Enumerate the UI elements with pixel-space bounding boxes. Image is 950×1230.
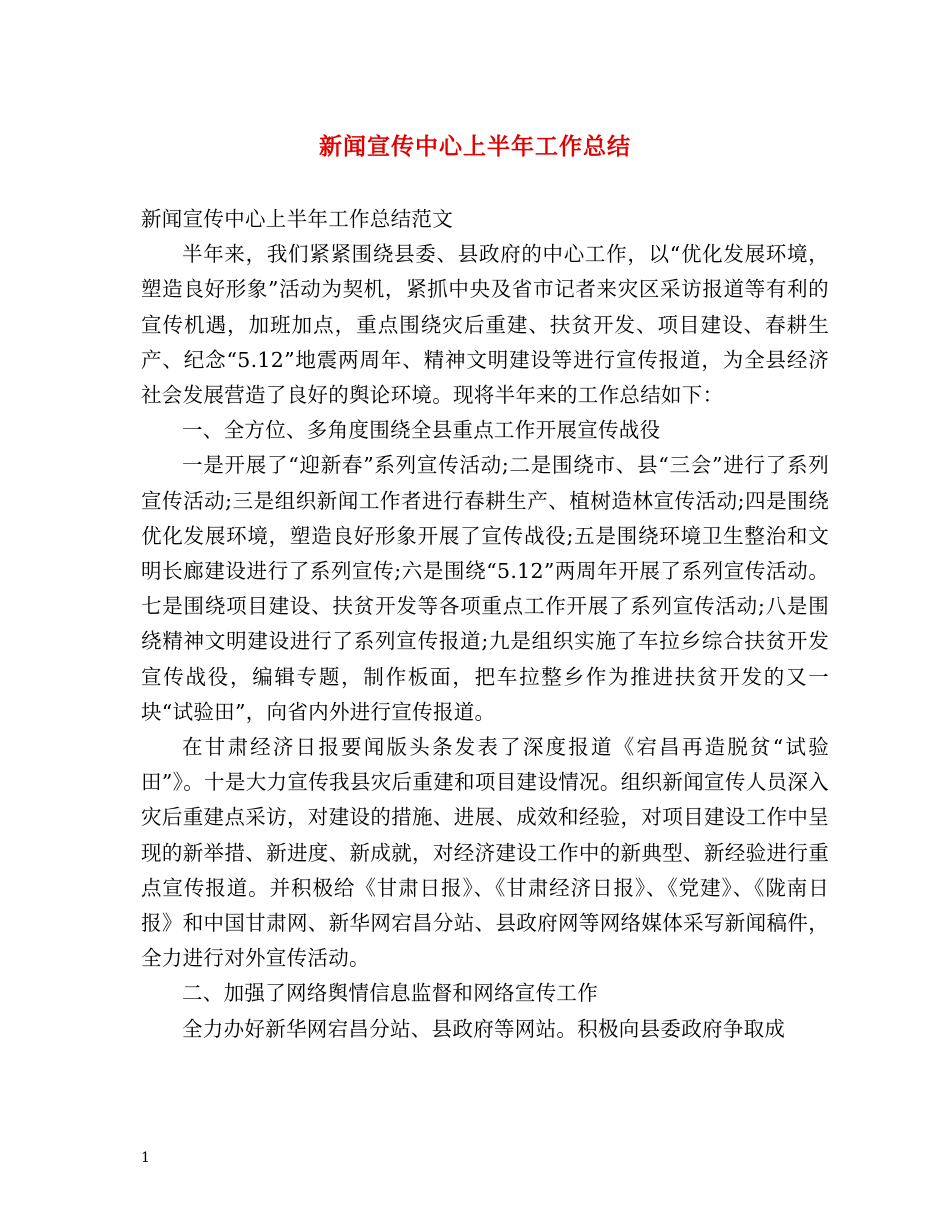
page-number: 1: [141, 1150, 150, 1166]
section-heading-1: 一、全方位、多角度围绕全县重点工作开展宣传战役: [182, 418, 661, 443]
paragraph-section-1-list: 一是开展了“迎新春”系列宣传活动;二是围绕市、县“三会”进行了系列宣传活动;三是组织新闻工作者进行春耕生产、植树造林宣传活动;四是围绕优化发展环境，塑造良好形象开展了宣传战役;五是围绕环境卫生整治和文明长廊建设进行了系列宣传;六是围绕“5.12”两周年开展了系列宣传活动。七是围绕项目建设、扶贫开发等各项重点工作开展了系列宣传活动;八是围绕精神文明建设进行了系列宣传报道;九是组织实施了车拉乡综合扶贫开发宣传战役，编辑专题，制作板面，把车拉整乡作为推进扶贫开发的又一块“试验田”，向省内外进行宣传报道。: [141, 453, 829, 724]
document-body: [141, 202, 829, 1047]
paragraph-section-2: 全力办好新华网宕昌分站、县政府等网站。积极向县委政府争取成: [182, 1016, 786, 1041]
document-title: 新闻宣传中心上半年工作总结: [319, 134, 631, 160]
paragraph-section-1-detail: 在甘肃经济日报要闻版头条发表了深度报道《宕昌再造脱贫“试验田”》。十是大力宣传我县灾后重建和项目建设情况。组织新闻宣传人员深入灾后重建点采访，对建设的措施、进展、成效和经验，对项目建设工作中呈现的新举措、新进度、新成就，对经济建设工作中的新典型、新经验进行重点宣传报道。并积极给《甘肃日报》、《甘肃经济日报》、《党建》、《陇南日报》和中国甘肃网、新华网宕昌分站、县政府网等网络媒体采写新闻稿件，全力进行对外宣传活动。: [141, 735, 829, 971]
document-subtitle: 新闻宣传中心上半年工作总结范文: [141, 207, 453, 231]
paragraph-intro: 半年来，我们紧紧围绕县委、县政府的中心工作，以“优化发展环境，塑造良好形象”活动为契机，紧抓中央及省市记者来灾区采访报道等有利的宣传机遇，加班加点，重点围绕灾后重建、扶贫开发、项目建设、春耕生产、纪念“5.12”地震两周年、精神文明建设等进行宣传报道，为全县经济社会发展营造了良好的舆论环境。现将半年来的工作总结如下：: [141, 242, 829, 408]
section-heading-2: 二、加强了网络舆情信息监督和网络宣传工作: [182, 981, 598, 1006]
